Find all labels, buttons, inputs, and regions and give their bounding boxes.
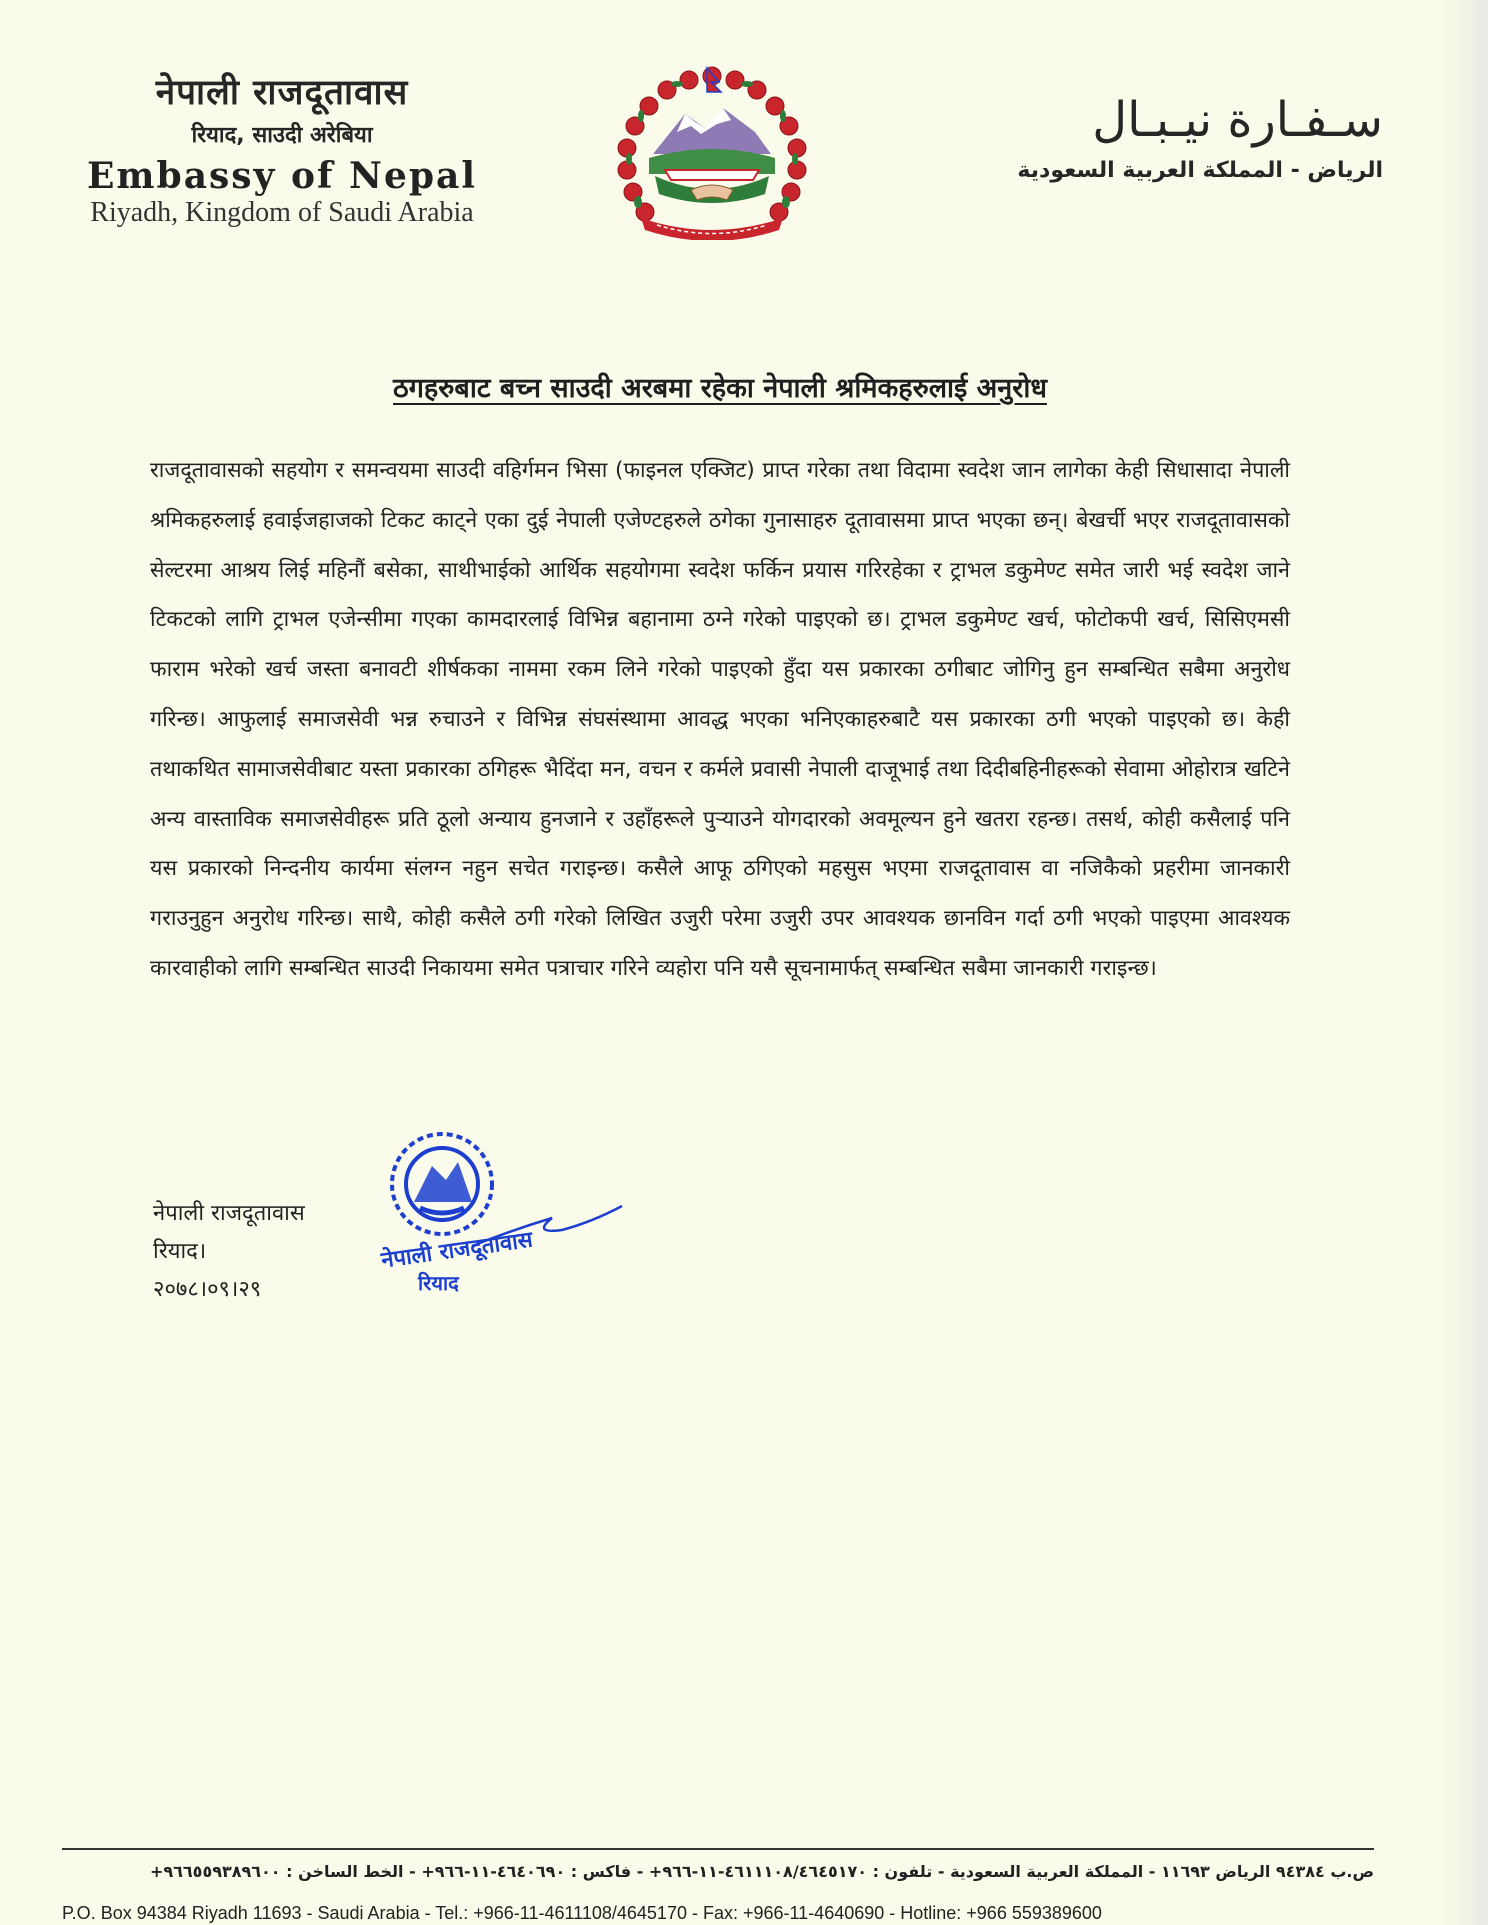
stamp-line2: रियाद (418, 1271, 459, 1295)
signature-city: रियाद। (153, 1239, 207, 1264)
scan-edge-shadow (1442, 0, 1488, 1925)
signature-block (153, 1195, 305, 1309)
embassy-location-english: Riyadh, Kingdom of Saudi Arabia (90, 197, 474, 228)
signature-date: २०७८।०९।२९ (153, 1277, 262, 1302)
letterhead-left (62, 68, 502, 229)
footer-divider (62, 1848, 1374, 1850)
nepal-coat-of-arms-emblem (605, 62, 819, 240)
notice-subject-text: ठगहरुबाट बच्न साउदी अरबमा रहेका नेपाली श्रमिकहरुलाई अनुरोध (393, 373, 1047, 404)
notice-body: राजदूतावासको सहयोग र समन्वयमा साउदी वहिर्गमन भिसा (फाइनल एक्जिट) प्राप्त गरेका तथा विदामा स्वदेश जान लागेका केही सिधासादा नेपाली श्रमिकहरुलाई हवाईजहाजको टिकट काट्ने एका दुई नेपाली एजेण्टहरुले ठगेका गुनासाहरु दूतावासमा प्राप्त भएका छन्। बेखर्ची भएर राजदूतावासको सेल्टरमा आश्रय लिई महिनौं बसेका, साथीभाईको आर्थिक सहयोगमा स्वदेश फर्किन प्रयास गरिरहेका र ट्राभल डकुमेण्ट समेत जारी भई स्वदेश जाने टिकटको लागि ट्राभल एजेन्सीमा गएका कामदारलाई विभिन्न बहानामा ठग्ने गरेको पाइएको छ। ट्राभल डकुमेण्ट खर्च, फोटोकपी खर्च, सिसिएमसी फाराम भरेको खर्च जस्ता बनावटी शीर्षकका नाममा रकम लिने गरेको पाइएको हुँदा यस प्रकारका ठगीबाट जोगिनु हुन सम्बन्धित सबैमा अनुरोध गरिन्छ। आफुलाई समाजसेवी भन्न रुचाउने र विभिन्न संघसंस्थामा आवद्ध भएका भनिएकाहरुबाटै यस प्रकारका ठगी भएको पाइएको छ। केही तथाकथित सामाजसेवीबाट यस्ता प्रकारका ठगिहरू भैदिंदा मन, वचन र कर्मले प्रवासी नेपाली दाजूभाई तथा दिदीबहिनीहरूको सेवामा ओहोरात्र खटिने अन्य वास्ताविक समाजसेवीहरू प्रति ठूलो अन्याय हुनजाने र उहाँहरूले पुर्‍याउने योगदारको अवमूल्यन हुने खतरा रहन्छ। तसर्थ, कोही कसैलाई पनि यस प्रकारको निन्दनीय कार्यमा संलग्न नहुन सचेत गराइन्छ। कसैले आफू ठगिएको महसुस भएमा राजदूतावास वा नजिकैको प्रहरीमा जानकारी गराउनुहुन अनुरोध गरिन्छ। साथै, कोही कसैले ठगी गरेको लिखित उजुरी परेमा उजुरी उपर आवश्यक छानविन गर्दा ठगी भएको पाइएमा आवश्यक कारवाहीको लागि सम्बन्धित साउदी निकायमा समेत पत्राचार गरिने व्यहोरा पनि यसै सूचनामार्फत् सम्बन्धित सबैमा जानकारी गराइन्छ। (150, 458, 1291, 981)
stamp-line1: नेपाली राजदूतावास (379, 1227, 535, 1274)
footer-contact-english: P.O. Box 94384 Riyadh 11693 - Saudi Arabia - Tel.: +966-11-4611108/4645170 - Fax: +966-11-4640690 - Hotline: +966 559389600 (62, 1903, 1102, 1923)
embassy-stamp (362, 1122, 630, 1332)
embassy-location-arabic: الرياض - المملكة العربية السعودية (1017, 158, 1383, 183)
footer-contact-arabic: ص.ب ٩٤٣٨٤ الرياض ١١٦٩٣ - المملكة العربية السعودية - تلفون : ٤٦١١١٠٨/٤٦٤٥١٧٠-١١-٩٦٦+ - فاكس : ٤٦٤٠٦٩٠-١١-٩٦٦+ - الخط الساخن : ٩٦٦٥٥٩٣٨٩٦٠٠+ (149, 1862, 1374, 1881)
notice-subject (150, 368, 1290, 405)
signature-org: नेपाली राजदूतावास (153, 1201, 305, 1226)
letterhead-right (963, 92, 1383, 183)
embassy-name-arabic: سـفـارة نيـبـال (1092, 92, 1383, 148)
embassy-name-english: Embassy of Nepal (86, 155, 478, 197)
embassy-name-nepali: नेपाली राजदूतावास (155, 73, 409, 113)
embassy-location-nepali: रियाद, साउदी अरेबिया (191, 123, 373, 148)
